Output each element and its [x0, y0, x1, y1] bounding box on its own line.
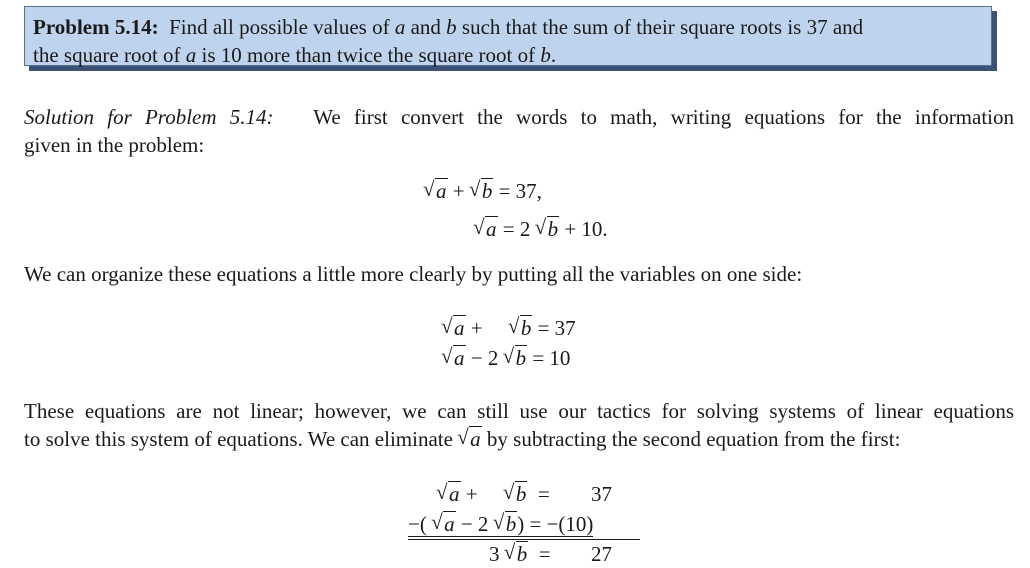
sqrt-b: √ b	[505, 541, 529, 567]
subtraction-row-3-rhs: 27	[591, 542, 612, 566]
eq-rhs: = 10	[527, 346, 571, 370]
sqrt-a: √ a	[432, 511, 456, 537]
subtraction-row-2	[408, 511, 593, 537]
problem-text: .	[550, 43, 557, 67]
eq-rhs: −(10)	[546, 512, 594, 536]
problem-text: such that the sum of their square roots is 37 and	[456, 15, 864, 39]
sqrt-a: √ a	[424, 178, 448, 204]
equation-4	[442, 345, 570, 371]
problem-line-2	[33, 41, 983, 69]
var-b: b	[540, 43, 551, 67]
sqrt-a: √ a	[442, 315, 466, 341]
eq-rhs: + 10.	[559, 217, 608, 241]
sqrt-b: √ b	[504, 345, 528, 371]
eq-rhs: = 2	[497, 217, 536, 241]
subtraction-row-3	[489, 541, 551, 567]
sqrt-a: √ a	[458, 425, 482, 453]
op: − 2	[455, 512, 494, 536]
op: −(	[408, 512, 427, 536]
problem-line-1	[33, 13, 983, 41]
var-a: a	[394, 15, 406, 39]
sqrt-b: √ b	[536, 216, 560, 242]
equals: =	[537, 482, 550, 506]
sqrt-b: √ b	[494, 511, 518, 537]
eq-rhs: = 37	[532, 316, 576, 340]
solution-line-1	[24, 103, 1014, 131]
problem-box	[24, 6, 992, 66]
sqrt-a: √ a	[437, 481, 461, 507]
sqrt-b: √ b	[509, 315, 533, 341]
solution-text: We first convert the words to math, writing equations for the information	[313, 105, 1015, 129]
problem-text: Find all possible values of	[169, 15, 395, 39]
solution-label: Solution for Problem 5.14:	[24, 105, 274, 129]
coefficient: 3	[489, 542, 505, 566]
organize-text: We can organize these equations a little more clearly by putting all the variables on one side:	[24, 262, 803, 286]
paragraph-text: by subtracting the second equation from the first:	[481, 427, 901, 451]
subtraction-rule	[408, 539, 640, 540]
op: +	[460, 482, 483, 506]
problem-text: is 10 more than twice the square root of	[196, 43, 541, 67]
op: − 2	[465, 346, 504, 370]
nonlinear-line-2	[24, 425, 1014, 453]
op: +	[447, 179, 470, 203]
op: +	[465, 316, 488, 340]
equation-3	[442, 315, 576, 341]
sqrt-a: √ a	[474, 216, 498, 242]
var-b: b	[446, 15, 457, 39]
equals: =	[529, 512, 542, 536]
paragraph-text: to solve this system of equations. We can eliminate	[24, 427, 459, 451]
subtraction-row-1	[437, 481, 550, 507]
op: )	[517, 512, 525, 536]
eq-rhs: = 37,	[493, 179, 542, 203]
sqrt-a: √ a	[442, 345, 466, 371]
problem-label: Problem 5.14:	[33, 15, 159, 39]
nonlinear-line-1: These equations are not linear; however, we can still use our tactics for solving systems of linear equations	[24, 399, 1014, 423]
subtraction-row-1-rhs: 37	[591, 482, 612, 506]
equation-2	[474, 216, 608, 242]
equals: =	[538, 542, 551, 566]
sqrt-b: √ b	[470, 178, 494, 204]
var-a: a	[185, 43, 197, 67]
equation-1	[424, 178, 542, 204]
problem-text: the square root of	[33, 43, 186, 67]
problem-text: and	[405, 15, 447, 39]
solution-line-2: given in the problem:	[24, 133, 205, 157]
sqrt-b: √ b	[504, 481, 528, 507]
